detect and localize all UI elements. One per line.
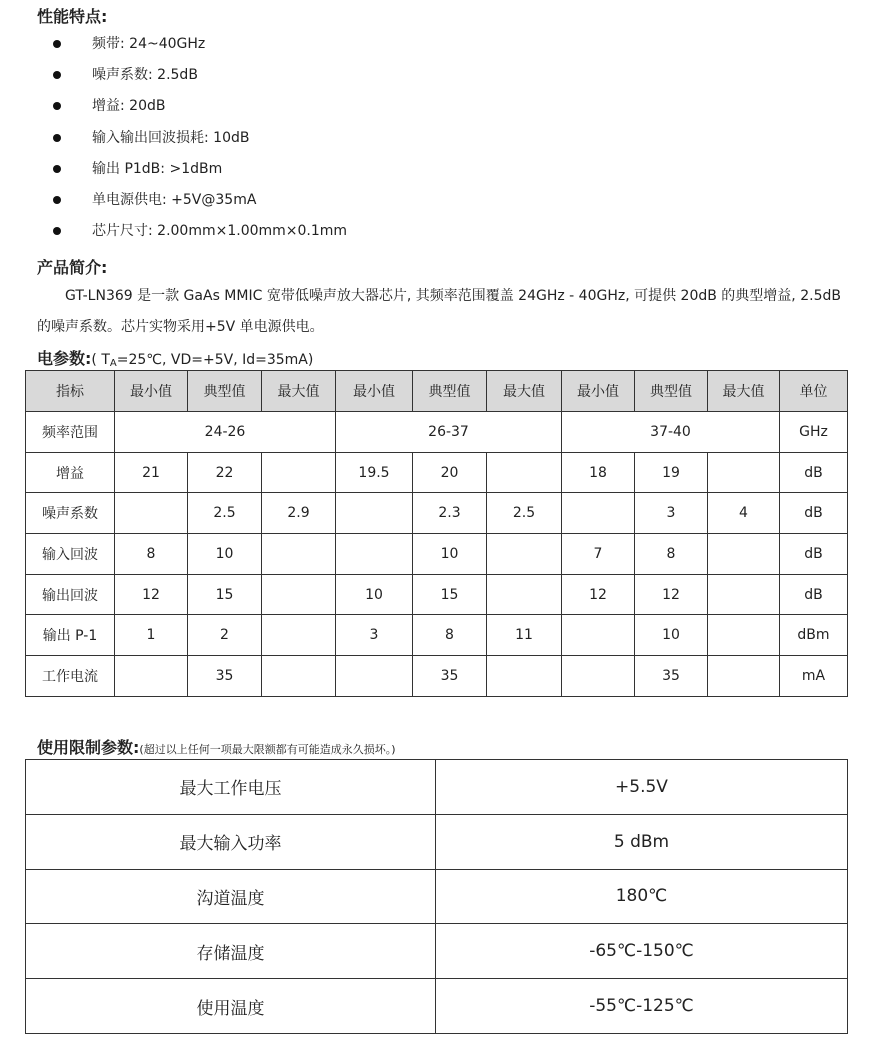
limit-value: 5 dBm [436, 814, 848, 869]
table-cell: 噪声系数 [26, 493, 115, 534]
table-row [26, 534, 848, 575]
table-cell: 12 [562, 574, 635, 615]
table-cell: 3 [336, 615, 413, 656]
table-cell [262, 574, 336, 615]
feature-item [48, 155, 347, 186]
feature-item [48, 30, 347, 61]
table-cell: 35 [188, 656, 262, 697]
condition-suffix: =25℃, VD=+5V, Id=35mA) [116, 352, 314, 368]
table-cell [708, 534, 780, 575]
table-cell: 12 [635, 574, 708, 615]
table-cell: 15 [188, 574, 262, 615]
table-cell: 输出回波 [26, 574, 115, 615]
table-cell: 19 [635, 452, 708, 493]
table-cell: 12 [115, 574, 188, 615]
condition-prefix: ( T [91, 352, 110, 368]
table-row [26, 493, 848, 534]
table-cell: 2.9 [262, 493, 336, 534]
table-cell: 8 [115, 534, 188, 575]
feature-item [48, 186, 347, 217]
table-row [26, 615, 848, 656]
limit-name: 最大工作电压 [26, 760, 436, 815]
bullet-icon [53, 71, 61, 79]
limit-value: -65℃-150℃ [436, 924, 848, 979]
limit-name: 使用温度 [26, 979, 436, 1034]
table-cell: 1 [115, 615, 188, 656]
bullet-icon [53, 102, 61, 110]
table-cell: 21 [115, 452, 188, 493]
table-cell: 7 [562, 534, 635, 575]
header-cell: 单位 [780, 371, 848, 412]
table-cell: 增益 [26, 452, 115, 493]
table-row [26, 412, 848, 453]
feature-item [48, 92, 347, 123]
params-condition [91, 352, 313, 368]
table-header-row [26, 371, 848, 412]
table-cell: 输出 P-1 [26, 615, 115, 656]
limit-row [26, 979, 848, 1034]
table-cell: dB [780, 452, 848, 493]
table-cell [262, 452, 336, 493]
table-cell [336, 656, 413, 697]
table-row [26, 452, 848, 493]
table-row [26, 656, 848, 697]
table-cell: 18 [562, 452, 635, 493]
header-cell: 最大值 [487, 371, 562, 412]
bullet-icon [53, 227, 61, 235]
table-cell: 频率范围 [26, 412, 115, 453]
table-cell [562, 656, 635, 697]
params-title: 电参数: [37, 349, 92, 368]
limits-heading [37, 735, 396, 758]
limits-note: (超过以上任何一项最大限额都有可能造成永久损坏。) [139, 743, 396, 756]
table-cell [562, 493, 635, 534]
features-list [48, 30, 347, 248]
table-cell: 2 [188, 615, 262, 656]
feature-item [48, 61, 347, 92]
limit-row [26, 814, 848, 869]
header-cell: 典型值 [413, 371, 487, 412]
table-cell: 20 [413, 452, 487, 493]
table-cell [487, 534, 562, 575]
table-cell: 10 [635, 615, 708, 656]
table-cell: 10 [413, 534, 487, 575]
table-cell: dB [780, 534, 848, 575]
table-cell [487, 656, 562, 697]
table-cell: 15 [413, 574, 487, 615]
table-cell: 8 [413, 615, 487, 656]
bullet-icon [53, 196, 61, 204]
feature-text: 单电源供电: +5V@35mA [92, 191, 257, 208]
limit-name: 存储温度 [26, 924, 436, 979]
electrical-params-table [25, 370, 848, 697]
limit-row [26, 924, 848, 979]
feature-item [48, 217, 347, 248]
table-cell: GHz [780, 412, 848, 453]
bullet-icon [53, 134, 61, 142]
header-cell: 典型值 [188, 371, 262, 412]
table-cell [708, 574, 780, 615]
table-cell [115, 493, 188, 534]
feature-text: 噪声系数: 2.5dB [92, 67, 198, 84]
table-cell: 37-40 [562, 412, 780, 453]
condition-subscript: A [109, 358, 117, 369]
table-cell: 输入回波 [26, 534, 115, 575]
table-cell: 4 [708, 493, 780, 534]
feature-text: 输入输出回波损耗: 10dB [92, 129, 250, 146]
table-cell: mA [780, 656, 848, 697]
table-cell: 35 [635, 656, 708, 697]
table-cell: dB [780, 493, 848, 534]
table-cell: dB [780, 574, 848, 615]
bullet-icon [53, 40, 61, 48]
table-cell: 35 [413, 656, 487, 697]
limit-row [26, 760, 848, 815]
table-cell: 2.3 [413, 493, 487, 534]
bullet-icon [53, 165, 61, 173]
header-cell: 最小值 [562, 371, 635, 412]
table-cell [336, 493, 413, 534]
feature-text: 芯片尺寸: 2.00mm×1.00mm×0.1mm [92, 223, 348, 240]
table-row [26, 574, 848, 615]
table-cell: 8 [635, 534, 708, 575]
intro-heading: 产品简介: [37, 258, 108, 277]
limit-value: +5.5V [436, 760, 848, 815]
header-cell: 最小值 [115, 371, 188, 412]
table-cell: 工作电流 [26, 656, 115, 697]
limit-value: -55℃-125℃ [436, 979, 848, 1034]
table-cell: 11 [487, 615, 562, 656]
feature-text: 输出 P1dB: >1dBm [92, 160, 223, 177]
limit-value: 180℃ [436, 869, 848, 924]
table-cell [262, 534, 336, 575]
table-cell [708, 452, 780, 493]
intro-paragraph: GT-LN369 是一款 GaAs MMIC 宽带低噪声放大器芯片, 其频率范围覆盖 24GHz - 40GHz, 可提供 20dB 的典型增益, 2.5dB 的噪声系数。芯片实物采用+5V 单电源供电。 [37, 288, 841, 335]
table-cell: 2.5 [188, 493, 262, 534]
table-cell [336, 534, 413, 575]
feature-text: 频带: 24~40GHz [92, 36, 206, 52]
header-cell: 最大值 [708, 371, 780, 412]
header-cell: 典型值 [635, 371, 708, 412]
header-cell: 最大值 [262, 371, 336, 412]
table-cell [708, 656, 780, 697]
header-cell: 指标 [26, 371, 115, 412]
table-cell: 26-37 [336, 412, 562, 453]
table-cell [487, 452, 562, 493]
table-cell [562, 615, 635, 656]
table-cell [262, 656, 336, 697]
table-cell [487, 574, 562, 615]
limits-table [25, 759, 848, 1034]
table-cell [115, 656, 188, 697]
feature-item [48, 124, 347, 155]
params-heading [37, 346, 313, 369]
table-cell: dBm [780, 615, 848, 656]
features-heading: 性能特点: [37, 7, 108, 26]
header-cell: 最小值 [336, 371, 413, 412]
table-cell: 19.5 [336, 452, 413, 493]
table-cell [708, 615, 780, 656]
table-cell: 22 [188, 452, 262, 493]
table-cell: 10 [336, 574, 413, 615]
table-cell: 3 [635, 493, 708, 534]
table-cell: 10 [188, 534, 262, 575]
table-cell [262, 615, 336, 656]
table-cell: 2.5 [487, 493, 562, 534]
limit-name: 沟道温度 [26, 869, 436, 924]
limit-name: 最大输入功率 [26, 814, 436, 869]
table-cell: 24-26 [115, 412, 336, 453]
limit-row [26, 869, 848, 924]
limits-title: 使用限制参数: [37, 738, 140, 757]
feature-text: 增益: 20dB [92, 98, 166, 115]
